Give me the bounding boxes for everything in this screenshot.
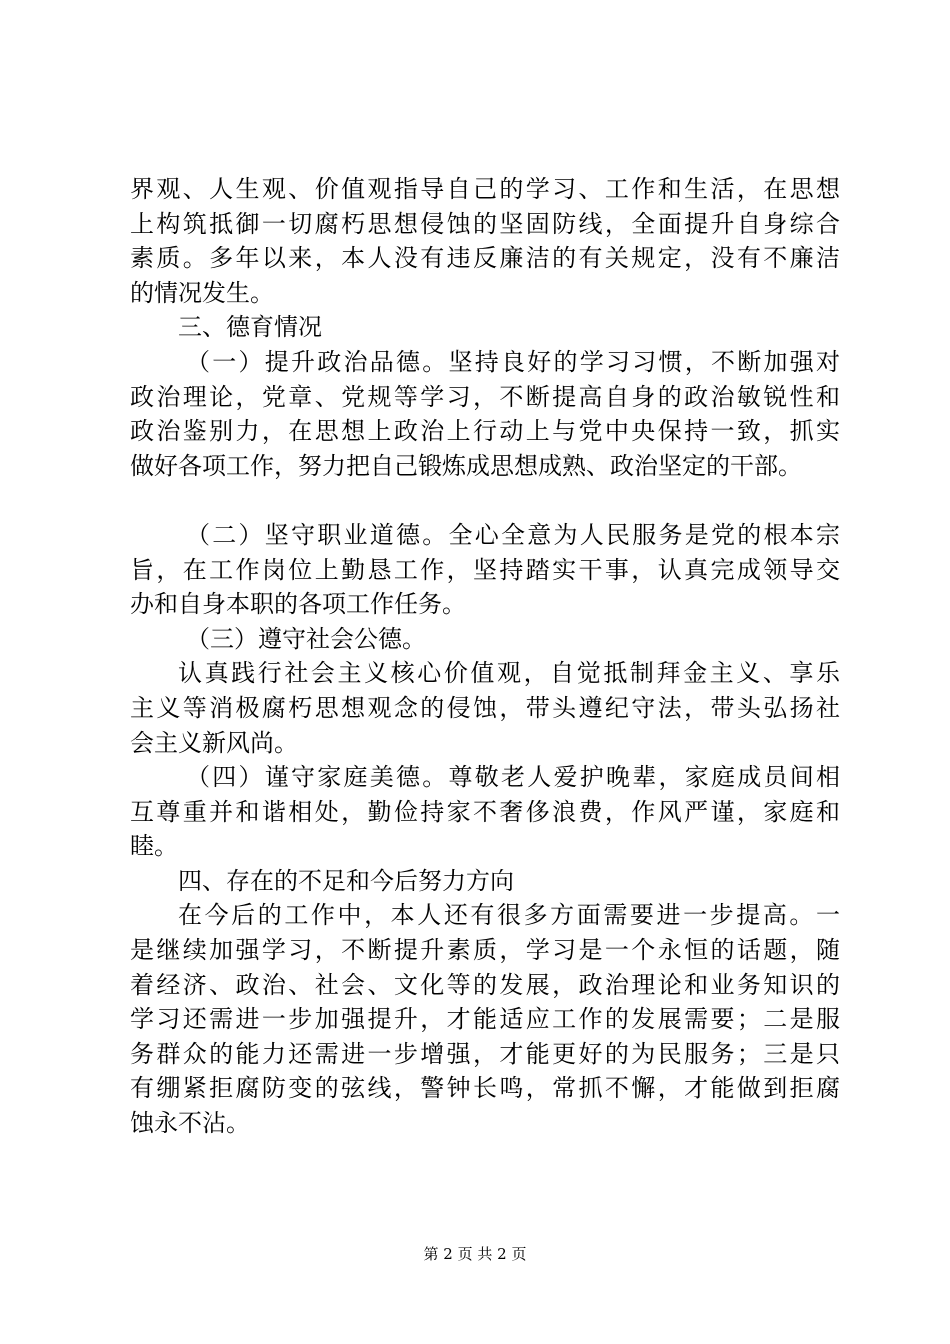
- text-line: 睦。: [130, 832, 178, 861]
- text-line: 互尊重并和谐相处，勤俭持家不奢侈浪费，作风严谨，家庭和: [130, 797, 840, 826]
- text-line: 政治鉴别力，在思想上政治上行动上与党中央保持一致，抓实: [130, 417, 840, 446]
- text-line: 蚀永不沾。: [130, 1109, 250, 1138]
- text-line: 主义等消极腐朽思想观念的侵蚀，带头遵纪守法，带头弘扬社: [130, 693, 840, 722]
- text-line: （一）提升政治品德。坚持良好的学习习惯，不断加强对: [186, 347, 840, 376]
- text-line: 四、存在的不足和今后努力方向: [178, 866, 514, 895]
- text-line: 认真践行社会主义核心价值观，自觉抵制拜金主义、享乐: [178, 659, 840, 688]
- document-body: [130, 172, 840, 1141]
- text-line: 三、德育情况: [178, 313, 322, 342]
- text-line: 有绷紧拒腐防变的弦线，警钟长鸣，常抓不懈，才能做到拒腐: [130, 1074, 840, 1103]
- text-line: （四）谨守家庭美德。尊敬老人爱护晚辈，家庭成员间相: [186, 763, 840, 792]
- text-line: 在今后的工作中，本人还有很多方面需要进一步提高。一: [178, 901, 840, 930]
- text-line: 会主义新风尚。: [130, 728, 298, 757]
- text-line: 素质。多年以来，本人没有违反廉洁的有关规定，没有不廉洁: [130, 244, 840, 273]
- text-line: 做好各项工作，努力把自己锻炼成思想成熟、政治坚定的干部。: [130, 451, 802, 480]
- text-line: 学习还需进一步加强提升，才能适应工作的发展需要；二是服: [130, 1005, 840, 1034]
- page-footer: 第 2 页 共 2 页: [423, 1245, 527, 1263]
- text-line: 办和自身本职的各项工作任务。: [130, 590, 466, 619]
- text-line: 政治理论，党章、党规等学习，不断提高自身的政治敏锐性和: [130, 382, 840, 411]
- text-line: 上构筑抵御一切腐朽思想侵蚀的坚固防线，全面提升自身综合: [130, 209, 840, 238]
- text-line: 的情况发生。: [130, 278, 274, 307]
- text-line: 旨，在工作岗位上勤恳工作，坚持踏实干事，认真完成领导交: [130, 555, 840, 584]
- text-line: 界观、人生观、价值观指导自己的学习、工作和生活，在思想: [130, 175, 840, 203]
- text-line: 着经济、政治、社会、文化等的发展，政治理论和业务知识的: [130, 970, 840, 999]
- text-line: （三）遵守社会公德。: [186, 624, 426, 653]
- text-line: 是继续加强学习，不断提升素质，学习是一个永恒的话题，随: [130, 936, 840, 965]
- text-line: 务群众的能力还需进一步增强，才能更好的为民服务；三是只: [130, 1039, 840, 1068]
- blank-line: [130, 483, 840, 518]
- text-line: （二）坚守职业道德。全心全意为人民服务是党的根本宗: [186, 520, 840, 549]
